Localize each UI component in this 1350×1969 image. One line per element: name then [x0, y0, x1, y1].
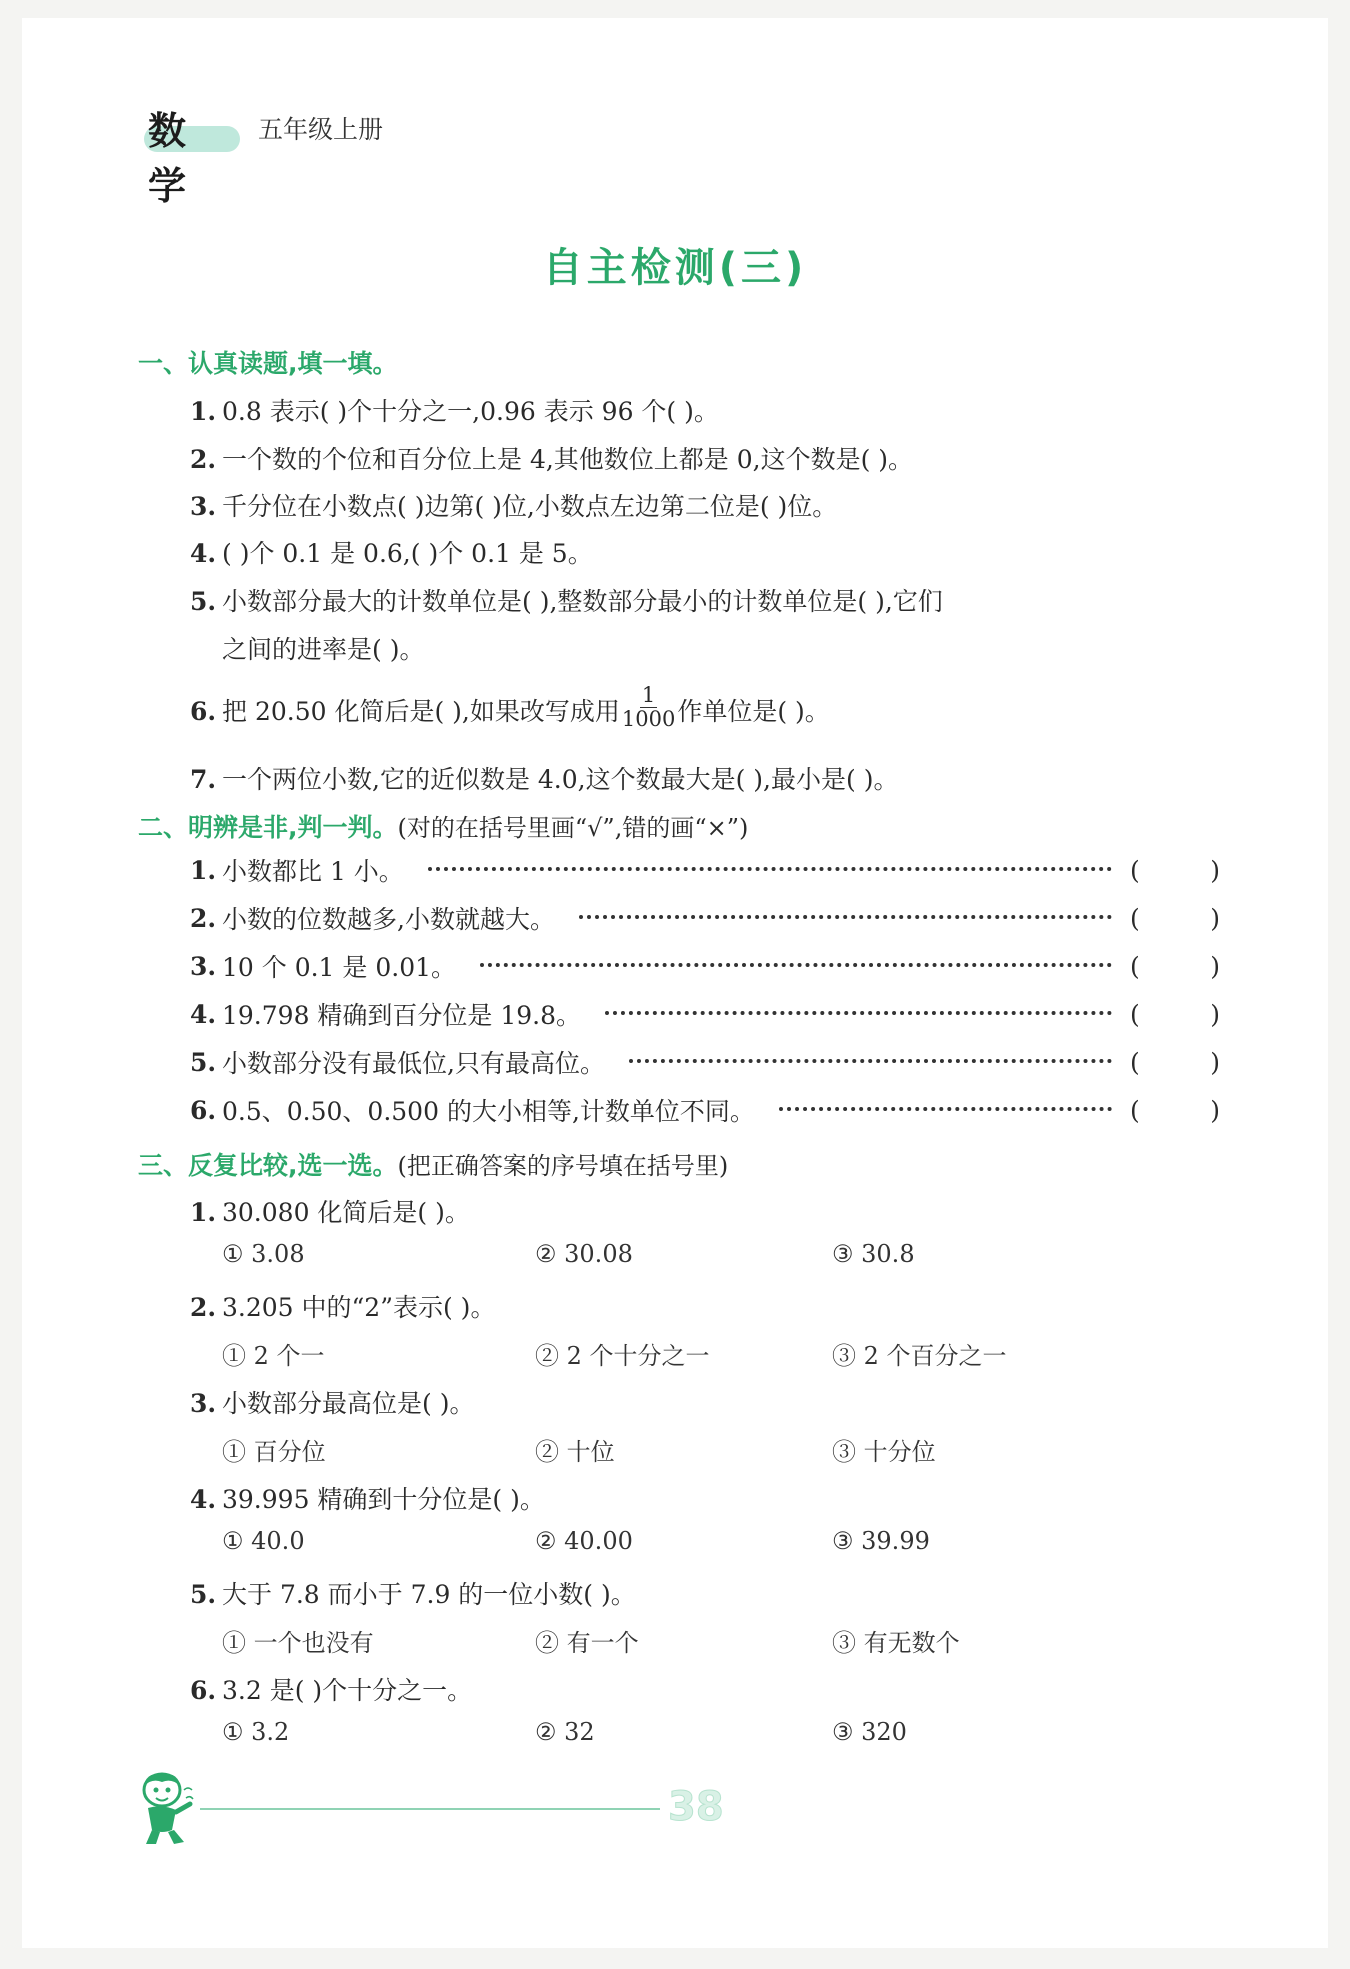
fill-question-5: 5. 小数部分最大的计数单位是( ),整数部分最小的计数单位是( ),它们 [190, 587, 943, 616]
subject-label: 数学 [148, 109, 193, 208]
page-title: 自主检测(三) [542, 245, 808, 291]
choice-6-option-1[interactable]: ① 3.2 [222, 1718, 290, 1746]
leader-dots [480, 957, 1112, 967]
fill-question-6: 6. 把 20.50 化简后是( ),如果改写成用 $\frac{1}{1000}$ 作单位是( )。 [190, 683, 830, 732]
fill-question-1: 1. 0.8 表示( )个十分之一,0.96 表示 96 个( )。 [190, 397, 719, 426]
judge-question-4: 4. 19.798 精确到百分位是 19.8。 ( ) [190, 999, 1220, 1030]
judge-question-1: 1. 小数都比 1 小。 ( ) [190, 855, 1220, 886]
choice-question-1: 1. 30.080 化简后是( )。 [190, 1198, 470, 1227]
fill-question-2: 2. 一个数的个位和百分位上是 4,其他数位上都是 0,这个数是( )。 [190, 445, 914, 474]
choice-1-option-2[interactable]: ② 30.08 [535, 1240, 633, 1268]
choice-3-option-2[interactable]: ② 十位 [535, 1438, 615, 1466]
leader-dots [605, 1005, 1112, 1015]
judge-question-5: 5. 小数部分没有最低位,只有最高位。 ( ) [190, 1047, 1220, 1078]
judge-question-6: 6. 0.5、0.50、0.500 的大小相等,计数单位不同。 ( ) [190, 1095, 1220, 1126]
section-heading-fill: 一、认真读题,填一填。 [138, 349, 398, 378]
fill-question-5-continued: 之间的进率是( )。 [222, 635, 425, 664]
footer-rule [200, 1808, 660, 1810]
judge-question-2: 2. 小数的位数越多,小数就越大。 ( ) [190, 903, 1220, 934]
choice-4-option-2[interactable]: ② 40.00 [535, 1527, 633, 1555]
answer-parentheses[interactable]: ( ) [1130, 903, 1220, 933]
choice-1-option-1[interactable]: ① 3.08 [222, 1240, 305, 1268]
answer-parentheses[interactable]: ( ) [1130, 855, 1220, 885]
choice-question-2: 2. 3.205 中的“2”表示( )。 [190, 1293, 496, 1322]
choice-question-5: 5. 大于 7.8 而小于 7.9 的一位小数( )。 [190, 1580, 636, 1609]
section-heading-choice: 三、反复比较,选一选。(把正确答案的序号填在括号里) [138, 1151, 729, 1180]
choice-question-6: 6. 3.2 是( )个十分之一。 [190, 1676, 473, 1705]
choice-1-option-3[interactable]: ③ 30.8 [832, 1240, 915, 1268]
choice-question-4: 4. 39.995 精确到十分位是( )。 [190, 1485, 545, 1514]
choice-4-option-1[interactable]: ① 40.0 [222, 1527, 305, 1555]
fraction-one-thousandth: $\frac{1}{1000}$ [621, 683, 676, 732]
judge-question-3: 3. 10 个 0.1 是 0.01。 ( ) [190, 951, 1220, 982]
section-heading-judge: 二、明辨是非,判一判。(对的在括号里画“√”,错的画“×”) [138, 813, 749, 842]
choice-5-option-1[interactable]: ① 一个也没有 [222, 1629, 374, 1657]
mascot-icon [132, 1768, 202, 1848]
answer-parentheses[interactable]: ( ) [1130, 1095, 1220, 1125]
leader-dots [629, 1053, 1112, 1063]
choice-3-option-1[interactable]: ① 百分位 [222, 1438, 326, 1466]
choice-6-option-2[interactable]: ② 32 [535, 1718, 595, 1746]
choice-question-3: 3. 小数部分最高位是( )。 [190, 1389, 475, 1418]
worksheet-page [22, 18, 1328, 1948]
choice-5-option-3[interactable]: ③ 有无数个 [832, 1629, 960, 1657]
leader-dots [428, 861, 1112, 871]
choice-5-option-2[interactable]: ② 有一个 [535, 1629, 639, 1657]
fill-question-7: 7. 一个两位小数,它的近似数是 4.0,这个数最大是( ),最小是( )。 [190, 765, 899, 794]
answer-parentheses[interactable]: ( ) [1130, 1047, 1220, 1077]
answer-parentheses[interactable]: ( ) [1130, 951, 1220, 981]
grade-label: 五年级上册 [258, 115, 384, 144]
leader-dots [579, 909, 1112, 919]
answer-parentheses[interactable]: ( ) [1130, 999, 1220, 1029]
choice-6-option-3[interactable]: ③ 320 [832, 1718, 907, 1746]
page-number: 38 [668, 1784, 724, 1830]
choice-2-option-1[interactable]: ① 2 个一 [222, 1342, 325, 1370]
choice-2-option-2[interactable]: ② 2 个十分之一 [535, 1342, 710, 1370]
choice-2-option-3[interactable]: ③ 2 个百分之一 [832, 1342, 1007, 1370]
leader-dots [779, 1101, 1112, 1111]
choice-4-option-3[interactable]: ③ 39.99 [832, 1527, 930, 1555]
fill-question-3: 3. 千分位在小数点( )边第( )位,小数点左边第二位是( )位。 [190, 492, 838, 521]
fill-question-4: 4. ( )个 0.1 是 0.6,( )个 0.1 是 5。 [190, 539, 593, 568]
choice-3-option-3[interactable]: ③ 十分位 [832, 1438, 936, 1466]
